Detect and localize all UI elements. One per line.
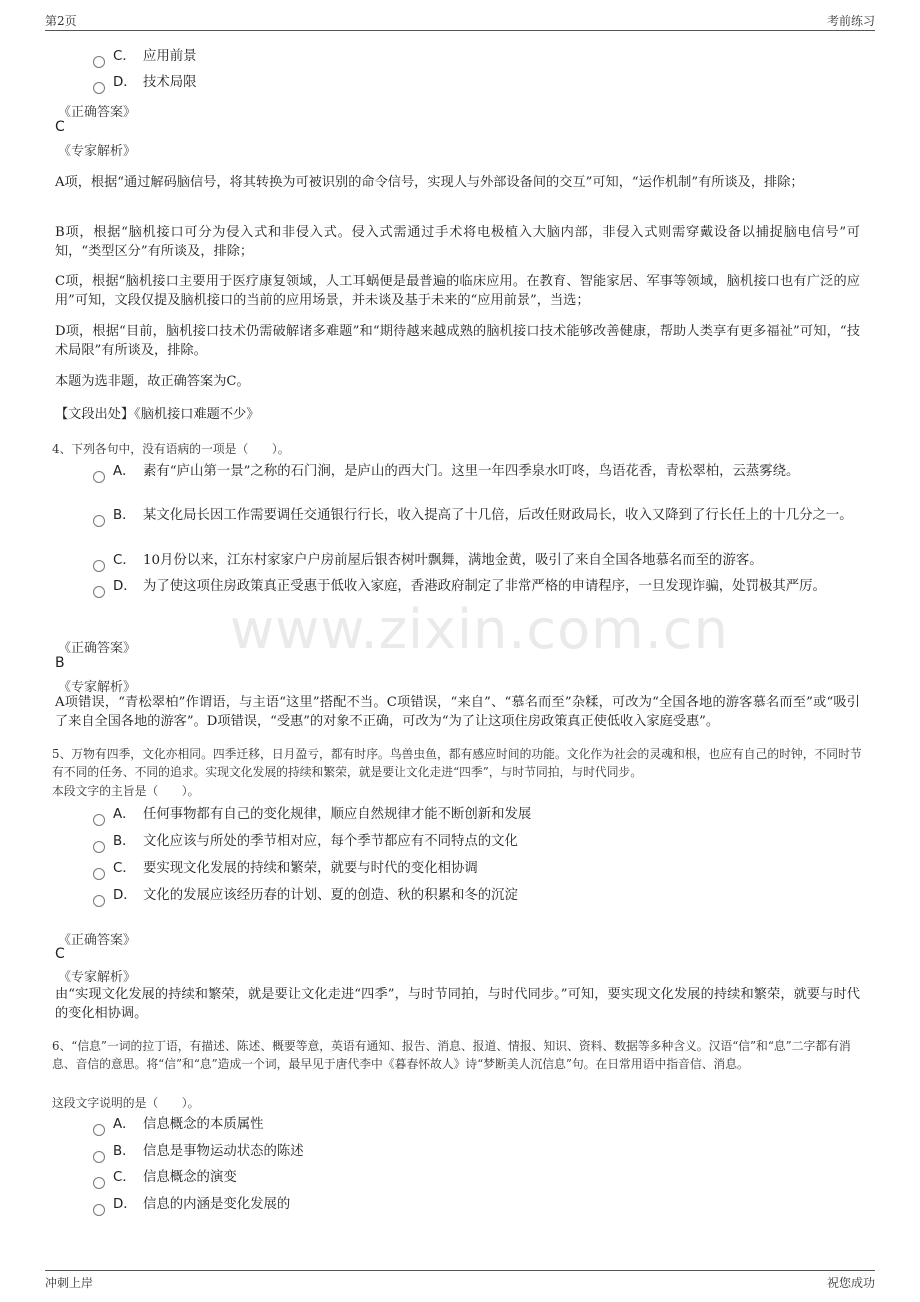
radio-icon[interactable] bbox=[93, 868, 105, 880]
q5-analysis: 由“实现文化发展的持续和繁荣，就是要让文化走进“四季”，与时节同拍，与时代同步。”可知，要实现文化发展的持续和繁荣，就要与时代的变化相协调。 bbox=[55, 987, 860, 1021]
radio-icon[interactable] bbox=[93, 471, 105, 483]
q6-stem: 6、“信息”一词的拉丁语，有描述、陈述、概要等意，英语有通知、报告、消息、报道、情报、知识、资料、数据等多种含义。汉语“信”和“息”二字都有消息、音信的意思。将“信”和“息”造成一个词，最早见于唐代李中《暮春怀故人》诗“梦断美人沉信息”句。在日常用语中指音信、消息。 bbox=[52, 1039, 851, 1071]
radio-icon[interactable] bbox=[93, 82, 105, 94]
q3-option-d[interactable]: D． 技术局限 bbox=[93, 70, 863, 95]
radio-icon[interactable] bbox=[93, 586, 105, 598]
q5-answer-label: 《正确答案》 bbox=[58, 933, 137, 948]
q4-answer-label: 《正确答案》 bbox=[58, 641, 137, 656]
q4-analysis: A项错误，“青松翠柏”作谓语，与主语“这里”搭配不当。C项错误，“来自”、“慕名而至”杂糅，可改为“全国各地的游客慕名而至”或“吸引了来自全国各地的游客”。D项错误，“受惠”的对象不正确，可改为“为了让这项住房政策真正使低收入家庭受惠”。 bbox=[55, 695, 860, 729]
radio-icon[interactable] bbox=[93, 895, 105, 907]
watermark: www.zixin.com.cn bbox=[230, 598, 729, 661]
q6-option-c[interactable]: C． 信息概念的演变 bbox=[93, 1165, 863, 1190]
q3-analysis-label: 《专家解析》 bbox=[58, 144, 137, 159]
q3-answer: C bbox=[55, 119, 65, 135]
radio-icon[interactable] bbox=[93, 1124, 105, 1136]
q4-option-c[interactable]: C． 10月份以来，江东村家家户户房前屋后银杏树叶飘舞，满地金黄，吸引了来自全国各地慕名而至的游客。 bbox=[93, 548, 863, 573]
q5-question: 本段文字的主旨是（ ）。 bbox=[52, 784, 200, 798]
radio-icon[interactable] bbox=[93, 56, 105, 68]
q4-option-a[interactable]: A． 素有“庐山第一景”之称的石门涧，是庐山的西大门。这里一年四季泉水叮咚，鸟语花香，青松翠柏，云蒸雾绕。 bbox=[93, 459, 863, 484]
radio-icon[interactable] bbox=[93, 814, 105, 826]
q3-conclusion: 本题为选非题，故正确答案为C。 bbox=[55, 374, 250, 389]
q3-analysis-b: B项，根据“脑机接口可分为侵入式和非侵入式。侵入式需通过手术将电极植入大脑内部，非侵入式则需穿戴设备以捕捉脑电信号”可知，“类型区分”有所谈及，排除； bbox=[55, 225, 860, 259]
q6-option-d[interactable]: D． 信息的内涵是变化发展的 bbox=[93, 1192, 863, 1217]
page-number: 第2页 bbox=[45, 14, 77, 28]
radio-icon[interactable] bbox=[93, 1177, 105, 1189]
q3-option-c[interactable]: C． 应用前景 bbox=[93, 44, 863, 69]
q6-option-b[interactable]: B． 信息是事物运动状态的陈述 bbox=[93, 1139, 863, 1164]
header-title: 考前练习 bbox=[826, 14, 875, 28]
q6-option-a[interactable]: A． 信息概念的本质属性 bbox=[93, 1112, 863, 1137]
q5-option-b[interactable]: B． 文化应该与所处的季节相对应，每个季节都应有不同特点的文化 bbox=[93, 829, 863, 854]
radio-icon[interactable] bbox=[93, 1204, 105, 1216]
q3-source: 【文段出处】《脑机接口难题不少》 bbox=[55, 407, 260, 422]
q6-question: 这段文字说明的是（ ）。 bbox=[52, 1096, 200, 1110]
q3-analysis-c: C项，根据“脑机接口主要用于医疗康复领域，人工耳蜗便是最普遍的临床应用。在教育、智能家居、军事等领域，脑机接口也有广泛的应用”可知，文段仅提及脑机接口的当前的应用场景，并未谈及基于未来的“应用前景”，当选； bbox=[55, 274, 860, 308]
radio-icon[interactable] bbox=[93, 560, 105, 572]
q4-stem: 4、下列各句中，没有语病的一项是（ ）。 bbox=[52, 442, 290, 456]
q5-option-d[interactable]: D． 文化的发展应该经历春的计划、夏的创造、秋的积累和冬的沉淀 bbox=[93, 883, 863, 908]
q4-option-d[interactable]: D． 为了使这项住房政策真正受惠于低收入家庭，香港政府制定了非常严格的申请程序，一旦发现诈骗，处罚极其严厉。 bbox=[93, 574, 863, 599]
q4-analysis-label: 《专家解析》 bbox=[58, 680, 137, 695]
q4-answer: B bbox=[55, 655, 65, 671]
q5-analysis-label: 《专家解析》 bbox=[58, 970, 137, 985]
footer-right: 祝您成功 bbox=[826, 1276, 875, 1290]
footer-left: 冲刺上岸 bbox=[45, 1276, 94, 1290]
radio-icon[interactable] bbox=[93, 1151, 105, 1163]
q5-option-c[interactable]: C． 要实现文化发展的持续和繁荣，就要与时代的变化相协调 bbox=[93, 856, 863, 881]
q5-stem: 5、万物有四季，文化亦相同。四季迁移，日月盈亏，都有时序。鸟兽虫鱼，都有感应时间的功能。文化作为社会的灵魂和根，也应有自己的时钟，不同时节有不同的任务、不同的追求。实现文化发展的持续和繁荣，就是要让文化走进“四季”，与时节同拍，与时代同步。 bbox=[52, 747, 862, 779]
page-footer bbox=[45, 1270, 875, 1291]
q4-option-b[interactable]: B． 某文化局长因工作需要调任交通银行行长，收入提高了十几倍，后改任财政局长，收入又降到了行长任上的十几分之一。 bbox=[93, 503, 863, 528]
radio-icon[interactable] bbox=[93, 841, 105, 853]
q3-answer-label: 《正确答案》 bbox=[58, 105, 137, 120]
q5-option-a[interactable]: A． 任何事物都有自己的变化规律，顺应自然规律才能不断创新和发展 bbox=[93, 802, 863, 827]
q3-analysis-a: A项，根据“通过解码脑信号，将其转换为可被识别的命令信号，实现人与外部设备间的交互”可知，“运作机制”有所谈及，排除； bbox=[55, 175, 804, 190]
radio-icon[interactable] bbox=[93, 515, 105, 527]
q5-answer: C bbox=[55, 946, 65, 962]
q3-analysis-d: D项，根据“目前，脑机接口技术仍需破解诸多难题”和“期待越来越成熟的脑机接口技术能够改善健康，帮助人类享有更多福祉”可知，“技术局限”有所谈及，排除。 bbox=[55, 324, 860, 358]
page-header bbox=[45, 12, 875, 31]
